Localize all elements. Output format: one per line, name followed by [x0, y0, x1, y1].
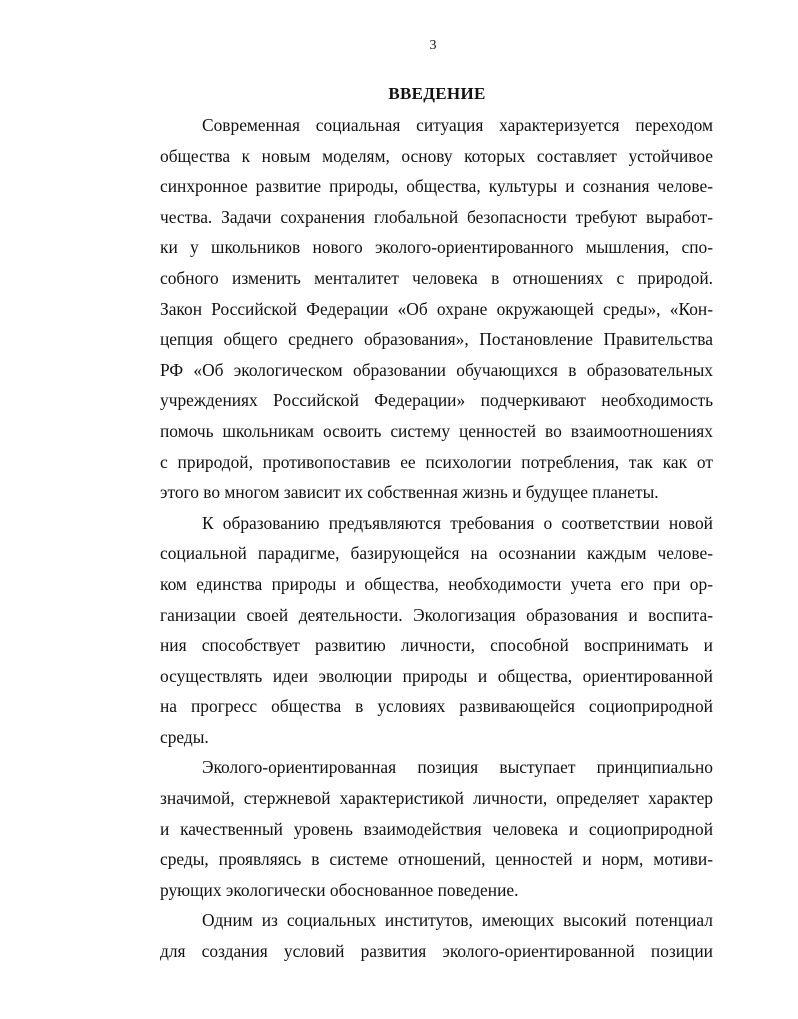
text-line: ния способствует развитию личности, способной воспринимать и [160, 635, 713, 656]
text-line: помочь школьникам освоить систему ценностей во взаимоотношениях [160, 420, 713, 441]
text-line: Закон Российской Федерации «Об охране окружающей среды», «Кон- [160, 298, 713, 319]
section-title: ВВЕДЕНИЕ [388, 84, 486, 103]
text-line: среды, проявляясь в системе отношений, ценностей и норм, мотиви- [160, 849, 713, 870]
text-line: ганизации своей деятельности. Экологизация образования и воспита- [160, 604, 713, 625]
text-line: синхронное развитие природы, общества, культуры и сознания челове- [160, 176, 713, 197]
text-line: среды. [160, 726, 209, 747]
text-line: Эколого-ориентированная позиция выступает принципиально [202, 757, 713, 778]
text-line: К образованию предъявляются требования о соответствии новой [202, 512, 713, 533]
text-line: социальной парадигме, базирующейся на осознании каждым челове- [160, 543, 713, 564]
text-line: чества. Задачи сохранения глобальной безопасности требуют выработ- [160, 206, 713, 227]
text-line: Одним из социальных институтов, имеющих высокий потенциал [202, 910, 713, 931]
page-number: 3 [429, 38, 437, 53]
text-line: общества к новым моделям, основу которых составляет устойчивое [160, 145, 713, 166]
text-line: осуществлять идеи эволюции природы и общества, ориентированной [160, 665, 713, 686]
text-line: РФ «Об экологическом образовании обучающихся в образовательных [160, 359, 713, 380]
paragraph [160, 752, 713, 905]
text-line: и качественный уровень взаимодействия человека и социоприродной [160, 818, 713, 839]
paragraph [160, 508, 713, 753]
paragraph [160, 905, 713, 966]
text-line: ком единства природы и общества, необходимости учета его при ор- [160, 573, 713, 594]
text-line: цепция общего среднего образования», Постановление Правительства [160, 329, 713, 350]
text-line: с природой, противопоставив ее психологии потребления, так как от [160, 451, 713, 472]
body-text [160, 110, 713, 967]
text-line: для создания условий развития эколого-ориентированной позиции [160, 941, 713, 962]
text-line: учреждениях Российской Федерации» подчеркивают необходимость [160, 390, 713, 411]
text-line: Современная социальная ситуация характеризуется переходом [202, 115, 713, 135]
text-line: собного изменить менталитет человека в отношениях с природой. [160, 267, 713, 288]
paragraph [160, 110, 713, 508]
text-line: значимой, стержневой характеристикой личности, определяет характер [160, 788, 713, 809]
text-line: ки у школьников нового эколого-ориентированного мышления, спо- [160, 237, 713, 258]
text-line: этого во многом зависит их собственная жизнь и будущее планеты. [160, 482, 659, 503]
text-line: на прогресс общества в условиях развивающейся социоприродной [160, 696, 713, 717]
text-line: рующих экологически обоснованное поведение. [160, 879, 519, 900]
